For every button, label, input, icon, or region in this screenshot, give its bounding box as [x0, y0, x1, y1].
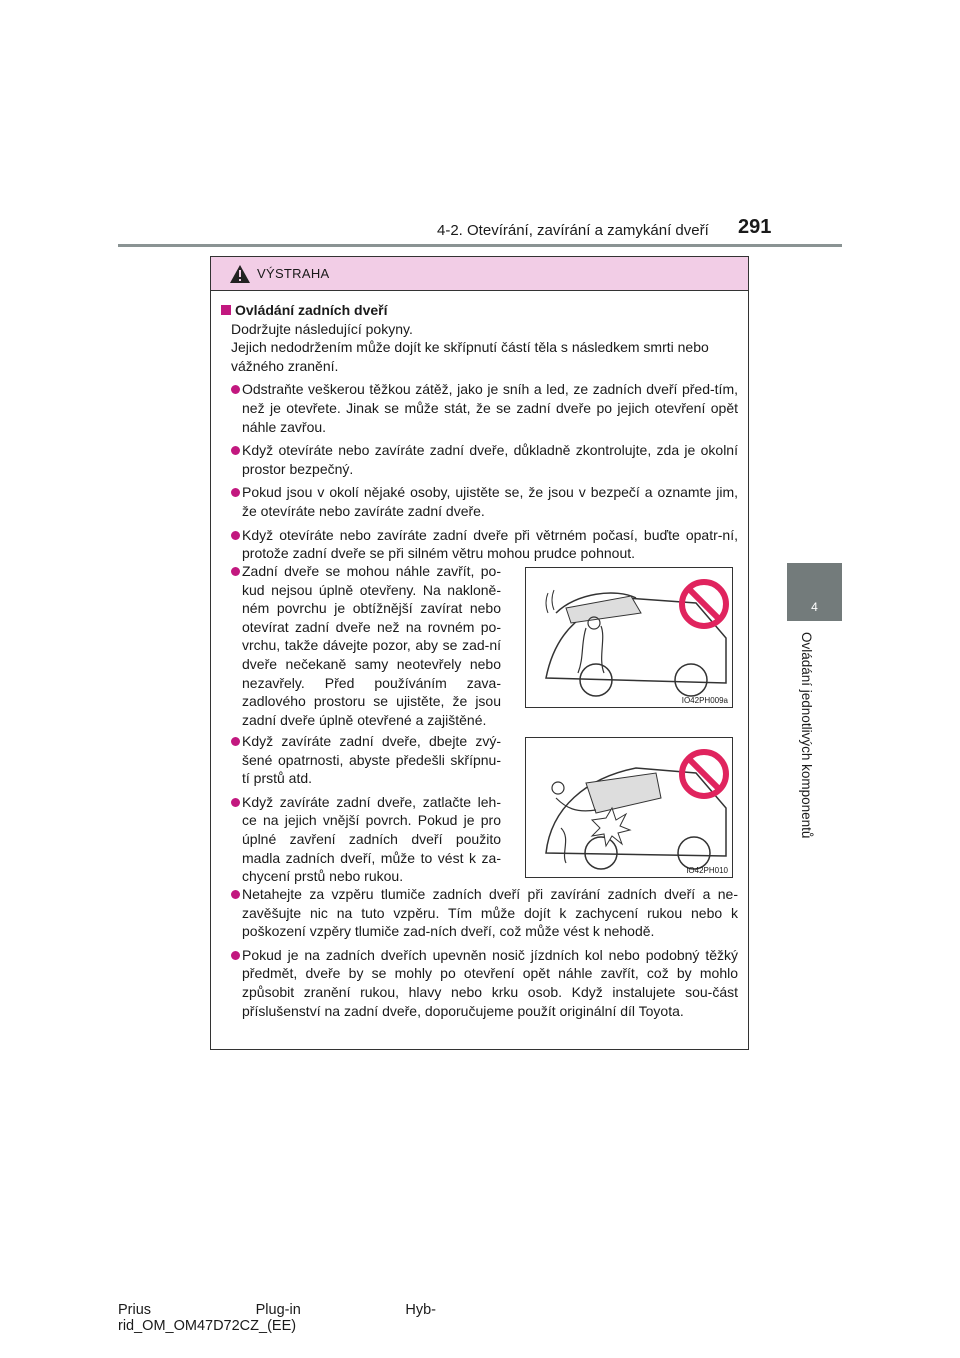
bullet-text: Když zavíráte zadní dveře, dbejte zvý-šené opatrnosti, abyste předešli skřípnu-tí prstů atd.	[242, 733, 501, 787]
bullet-item	[221, 441, 738, 478]
bullet-dot	[231, 798, 240, 807]
bullet-dot	[231, 488, 240, 497]
footer-word: Hyb-	[405, 1302, 436, 1318]
bullet-dot	[231, 567, 240, 576]
section-heading	[221, 301, 738, 320]
bullet-item	[221, 732, 501, 788]
bullet-item	[221, 793, 501, 886]
split-text-1	[221, 562, 501, 729]
page-number: 291	[738, 216, 772, 238]
bullet-text: Když otevíráte nebo zavíráte zadní dveře při větrném počasí, buďte opatr-ní, protože zadní dveře se při silném větru mohou prudce pohnout.	[242, 526, 738, 562]
warning-title: VÝSTRAHA	[257, 266, 330, 281]
bullet-dot	[231, 737, 240, 746]
footer-line-2: rid_OM_OM47D72CZ_(EE)	[118, 1318, 297, 1334]
bullet-dot	[231, 385, 240, 394]
bullet-text: Odstraňte veškerou těžkou zátěž, jako je sníh a led, ze zadních dveří před-tím, než je otevřete. Jinak se může stát, že se zadní dveře po jejich otevření opět náhle zavřou.	[242, 381, 738, 435]
warning-box	[210, 256, 749, 1050]
bottom-bullets	[221, 885, 738, 1020]
illustration-2	[525, 737, 733, 878]
bullet-item	[221, 483, 738, 520]
footer	[118, 1302, 436, 1334]
bullet-text: Když otevíráte nebo zavíráte zadní dveře, důkladně zkontrolujte, zda je okolní prostor bezpečný.	[242, 442, 738, 477]
bullet-item	[221, 885, 738, 941]
side-tab-number: 4	[811, 600, 818, 614]
prohibition-icon	[678, 748, 730, 800]
footer-row	[118, 1302, 436, 1318]
prohibition-icon	[678, 578, 730, 630]
header-text: 4-2. Otevírání, zavírání a zamykání dveří	[437, 222, 709, 239]
bullet-item	[221, 526, 738, 563]
bullet-text: Když zavíráte zadní dveře, zatlačte leh-ce na jejich vnější povrch. Pokud je pro úplné zavření zadních dveří použito madla zadních dveří, může to vést k za-chycení prstů nebo rukou.	[242, 793, 501, 885]
warning-triangle-icon	[229, 264, 251, 284]
bullet-item	[221, 380, 738, 436]
bullet-dot	[231, 446, 240, 455]
side-tab-label: Ovládání jednotlivých komponentů	[799, 632, 814, 839]
bullet-text: Netahejte za vzpěru tlumiče zadních dveří při zavírání zadních dveří a ne-zavěšujte nic na tuto vzpěru. Tím může dojít k zachycení rukou nebo k poškození vzpěry tlumiče zad-ních dveří, což může vést k nehodě.	[242, 886, 738, 940]
bullet-item	[221, 562, 501, 729]
header-rule	[118, 244, 842, 247]
footer-word: Prius	[118, 1302, 152, 1318]
illustration-2-code: IO42PH010	[686, 866, 728, 875]
intro-line-2: Jejich nedodržením může dojít ke skřípnutí částí těla s následkem smrti nebo vážného zranění.	[231, 339, 709, 374]
illustration-1-code: IO42PH009a	[681, 696, 728, 705]
bullet-dot	[231, 951, 240, 960]
warning-content	[211, 291, 748, 563]
illustration-1	[525, 567, 733, 708]
square-bullet	[221, 305, 231, 315]
section-heading-text: Ovládání zadních dveří	[235, 302, 388, 318]
intro-line-1: Dodržujte následující pokyny.	[231, 320, 413, 337]
bullet-dot	[231, 890, 240, 899]
bullet-dot	[231, 531, 240, 540]
bullet-item	[221, 946, 738, 1020]
split-text-2	[221, 732, 501, 886]
warning-header	[211, 257, 748, 291]
bullet-text: Pokud jsou v okolí nějaké osoby, ujistěte se, že jsou v bezpečí a oznamte jim, že otevíráte nebo zavíráte zadní dveře.	[242, 484, 738, 519]
bullet-text: Pokud je na zadních dveřích upevněn nosič jízdních kol nebo podobný těžký předmět, dveře by se mohly po otevření opět náhle zavřít, což by mohlo způsobit zranění rukou, hlavy nebo krku osob. Když instalujete sou-část příslušenství na zadní dveře, doporučujeme použít originální díl Toyota.	[242, 946, 738, 1019]
bullet-text: Zadní dveře se mohou náhle zavřít, po-kud nejsou úplně otevřeny. Na nakloně-ném povrchu je obtížnější zavírat nebo otevírat zadní dveře než na rovném po-vrchu, takže dávejte pozor, aby se zad-ní dveře nečekaně samy neotevřely nebo nezavřely. Před používáním zava-zadlového prostoru se ujistěte, že jsou zadní dveře úplně otevřené a zajištěné.	[242, 563, 501, 728]
footer-word: Plug-in	[255, 1302, 301, 1318]
